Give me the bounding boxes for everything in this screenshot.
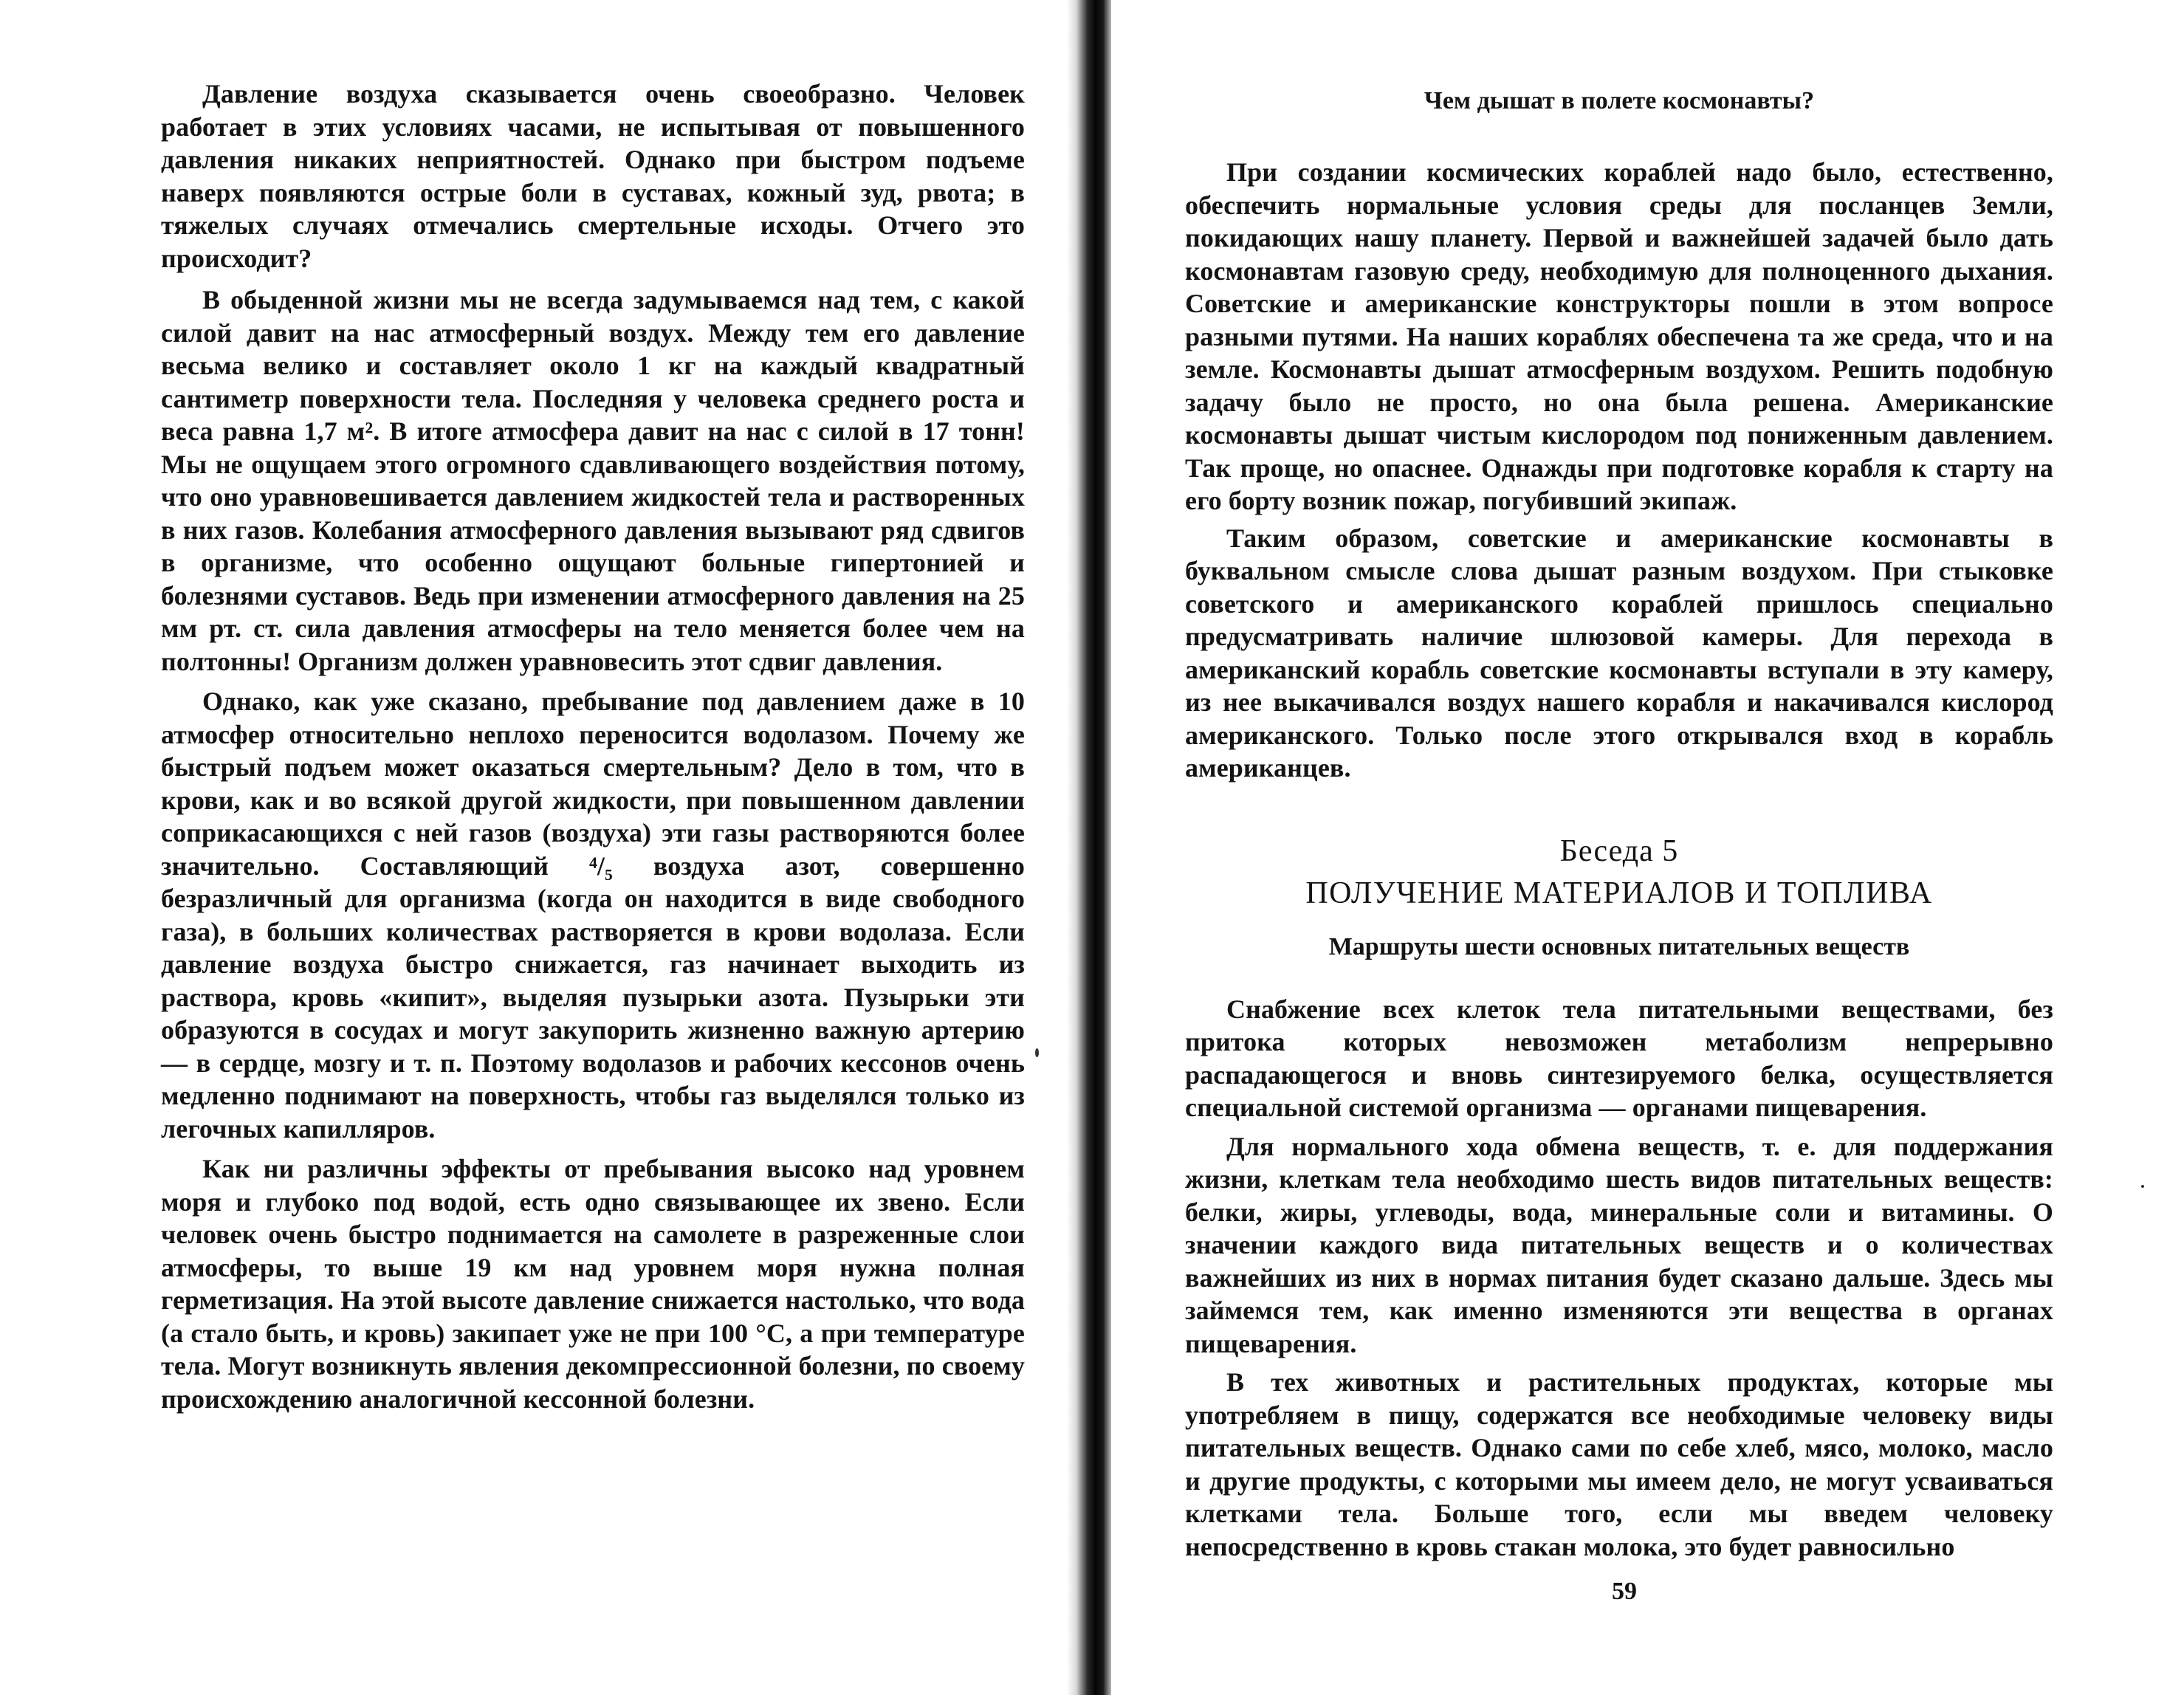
subsection-heading: Маршруты шести основных питательных веществ	[1328, 932, 1910, 960]
scan-speck	[2141, 1185, 2144, 1188]
section-heading: Чем дышат в полете космонавты?	[1424, 87, 1815, 114]
paragraph: Снабжение всех клеток тела питательными веществами, без притока которых невозможен метаболизм непрерывно распадающегося и вновь синтезируемого белка, осуществляется специальной системой организма — органами пищеварения.	[1185, 994, 2053, 1122]
paragraph: В обыденной жизни мы не всегда задумываемся над тем, с какой силой давит на нас атмосферный воздух. Между тем его давление весьма велико и составляет около 1 кг на каждый квадратный сантиметр поверхности тела. Последняя у человека среднего роста и веса равна 1,7 м². В итоге атмосфера давит на нас с силой в 17 тонн! Мы не ощущаем этого огромного сдавливающего воздействия потому, что оно уравновешивается давлением жидкостей тела и растворенных в них газов. Колебания атмосферного давления вызывают ряд сдвигов в организме, что особенно ощущают больные гипертонией и болезнями суставов. Ведь при изменении атмосферного давления на 25 мм рт. ст. сила давления атмосферы на тело меняется более чем на полтонны! Организм должен уравновесить этот сдвиг давления.	[161, 285, 1025, 676]
right-page	[1111, 0, 2184, 1695]
page-number: 59	[1612, 1578, 1637, 1605]
paragraph: Как ни различны эффекты от пребывания высоко над уровнем моря и глубоко под водой, есть одно связывающее их звено. Если человек очень быстро поднимается на самолете в разреженные слои атмосферы, то выше 19 км над уровнем моря нужна полная герметизация. На этой высоте давление снижается настолько, что вода (а стало быть, и кровь) закипает уже не при 100 °С, а при температуре тела. Могут возникнуть явления декомпрессионной болезни, по своему происхождению аналогичной кессонной болезни.	[161, 1154, 1025, 1414]
chapter-title: ПОЛУЧЕНИЕ МАТЕРИАЛОВ И ТОПЛИВА	[1305, 876, 1933, 910]
paragraph: Однако, как уже сказано, пребывание под давлением даже в 10 атмосфер относительно неплохо переносится водолазом. Почему же быстрый подъем может оказаться смертельным? Дело в том, что в крови, как и во всякой другой жидкости, при повышенном давлении соприкасающихся с ней газов (воздуха) эти газы растворяются более значительно. Составляющий ⁴/₅ воздуха азот, совершенно безразличный для организма (когда он находится в виде свободного газа), в больших количествах растворяется в крови водолаза. Если давление воздуха быстро снижается, газ начинает выходить из раствора, кровь «кипит», выделяя пузырьки азота. Пузырьки эти образуются в сосудах и могут закупорить жизненно важную артерию — в сердце, мозгу и т. п. Поэтому водолазов и рабочих кессонов очень медленно поднимают на поверхность, чтобы газ выделялся только из легочных капилляров.	[161, 687, 1025, 1144]
left-page	[0, 0, 1074, 1695]
paragraph: Давление воздуха сказывается очень своеобразно. Человек работает в этих условиях часами, не испытывая от повышенного давления никаких неприятностей. Однако при быстром подъеме наверх появляются острые боли в суставах, кожный зуд, рвота; в тяжелых случаях отмечались смертельные исходы. Отчего это происходит?	[161, 79, 1025, 273]
chapter-label: Беседа 5	[1559, 833, 1679, 868]
paragraph: В тех животных и растительных продуктах, которые мы употребляем в пищу, содержатся все необходимые человеку виды питательных веществ. Однако сами по себе хлеб, мясо, молоко, масло и другие продукты, с которыми мы имеем дело, не могут усваиваться клетками тела. Больше того, если мы введем человеку непосредственно в кровь стакан молока, это будет равносильно	[1185, 1367, 2053, 1561]
left-page-text	[161, 78, 1025, 1415]
right-page-text	[1185, 85, 2053, 1563]
paragraph: Таким образом, советские и американские космонавты в буквальном смысле слова дышат разным воздухом. При стыковке советского и американского кораблей пришлось специально предусматривать наличие шлюзовой камеры. Для перехода в американский корабль советские космонавты вступали в эту камеру, из нее выкачивался воздух нашего корабля и накачивался кислород американского. Только после этого открывался вход в корабль американцев.	[1185, 523, 2053, 783]
scan-speck	[1035, 1048, 1039, 1057]
paragraph: При создании космических кораблей надо было, естественно, обеспечить нормальные условия среды для посланцев Земли, покидающих нашу планету. Первой и важнейшей задачей было дать космонавтам газовую среду, необходимую для полноценного дыхания. Советские и американские конструкторы пошли в этом вопросе разными путями. На наших кораблях обеспечена та же среда, что и на земле. Космонавты дышат атмосферным воздухом. Решить подобную задачу было не просто, но она была решена. Американские космонавты дышат чистым кислородом под пониженным давлением. Так проще, но опаснее. Однажды при подготовке корабля к старту на его борту возник пожар, погубивший экипаж.	[1185, 157, 2053, 515]
paragraph: Для нормального хода обмена веществ, т. е. для поддержания жизни, клеткам тела необходимо шесть видов питательных веществ: белки, жиры, углеводы, вода, минеральные соли и витамины. О значении каждого вида питательных веществ и о количествах важнейших из них в нормах питания будет сказано дальше. Здесь мы займемся тем, как именно изменяются эти вещества в органах пищеварения.	[1185, 1131, 2053, 1358]
